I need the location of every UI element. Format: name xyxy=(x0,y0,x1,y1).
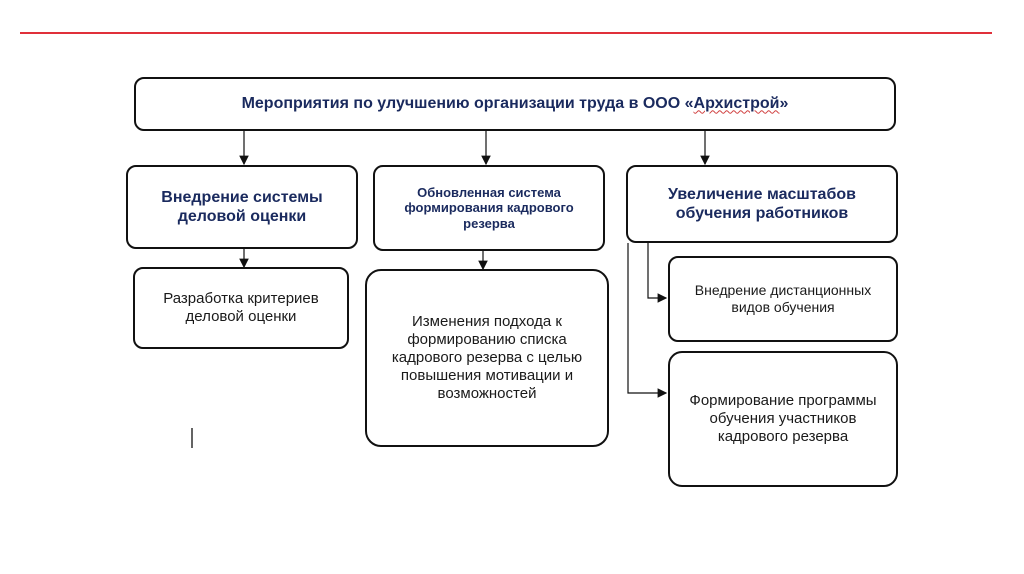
column-2-item-1-label: Изменения подхода к формированию списка кадрового резерва с целью повышения мотивации и возможностей xyxy=(391,313,583,402)
column-3-item-1 xyxy=(668,256,898,342)
column-3-item-2 xyxy=(668,351,898,487)
root-box xyxy=(134,77,896,131)
column-header-1 xyxy=(126,165,358,249)
company-name: Архистрой xyxy=(693,95,780,113)
root-title: Мероприятия по улучшению организации труда в ООО «Архистрой» xyxy=(241,95,789,113)
column-header-2-label: Обновленная система формирования кадрового резерва xyxy=(404,184,574,231)
column-header-3-label: Увеличение масштабов обучения работников xyxy=(668,185,856,222)
column-2-item-1 xyxy=(365,269,609,447)
column-header-1-label: Внедрение системы деловой оценки xyxy=(161,188,323,225)
column-1-item-1-label: Разработка критериев деловой оценки xyxy=(163,290,319,325)
column-header-3 xyxy=(626,165,898,243)
column-3-item-1-label: Внедрение дистанционных видов обучения xyxy=(694,282,872,315)
arrow-col3-to-item2 xyxy=(628,243,666,393)
column-1-item-1 xyxy=(133,267,349,349)
column-header-2 xyxy=(373,165,605,251)
column-3-item-2-label: Формирование программы обучения участников кадрового резерва xyxy=(689,392,877,445)
arrow-col3-to-item1 xyxy=(648,243,666,298)
